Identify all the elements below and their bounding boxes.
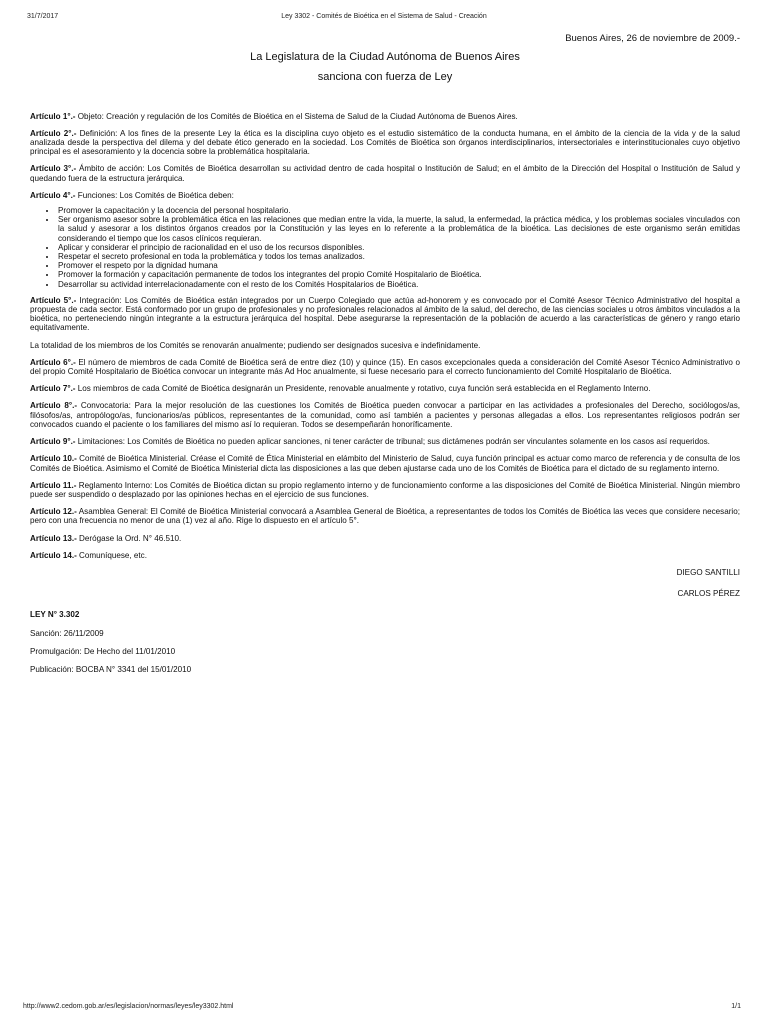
print-date: 31/7/2017 bbox=[27, 13, 59, 20]
article-14 bbox=[30, 551, 740, 560]
article-1 bbox=[30, 112, 740, 121]
article-3 bbox=[30, 164, 740, 182]
article-label: Artículo 5°.- bbox=[30, 295, 77, 305]
publication-info: Publicación: BOCBA N° 3341 del 15/01/2010 bbox=[30, 664, 192, 674]
article-label: Artículo 7°.- bbox=[30, 384, 76, 394]
signatory-name: DIEGO SANTILLI bbox=[676, 567, 740, 577]
article-4 bbox=[30, 191, 740, 200]
articles-section bbox=[30, 112, 740, 560]
article-text: Derógase la Ord. N° 46.510. bbox=[79, 533, 182, 543]
law-document bbox=[30, 34, 740, 683]
article-text: Integración: Los Comités de Bioética están integrados por un Cuerpo Colegiado que actúa ad-honorem y es convocado por el Comité Asesor Técnico Administrativo del hospital a propuesta de cada sector. Está conformado por un grupo de profesionales y no profesionales relacionados al ámbito de la salud, del derecho, de las ciencias sociales u otros ámbitos vinculados a la bioética, no perteneciendo ningún integrante a la estructura jerárquica del hospital. Debe asegurarse la representación de la población de acuerdo a las características de género y rango etario equitativamente. bbox=[30, 295, 741, 333]
article-label: Artículo 2°.- bbox=[30, 128, 77, 138]
print-header bbox=[27, 13, 741, 25]
list-item: • Promover la formación y capacitación permanente de todos los integrantes del propio Comité Hospitalario de Bioética. bbox=[57, 270, 740, 279]
print-title: Ley 3302 - Comités de Bioética en el Sistema de Salud - Creación bbox=[281, 13, 487, 20]
sanction-date: Sanción: 26/11/2009 bbox=[30, 628, 104, 638]
promulgation-date: Promulgación: De Hecho del 11/01/2010 bbox=[30, 646, 176, 656]
article-5 bbox=[30, 296, 740, 333]
article-9 bbox=[30, 437, 740, 446]
article-12 bbox=[30, 507, 740, 525]
article-text: Comuníquese, etc. bbox=[79, 550, 147, 560]
list-item: • Ser organismo asesor sobre la problemática ética en las relaciones que median entre la vida, la muerte, la salud, la enfermedad, la práctica médica, y los problemas sociales vinculados con la salud y asesorar a los distintos órganos creados por la Constitución y las leyes en lo referente a la problemática de la bioética. Las decisiones de este organismo serán emitidas considerando el tiempo que los casos clínicos requieran. bbox=[57, 215, 740, 243]
article-text: Ámbito de acción: Los Comités de Bioética desarrollan su actividad dentro de cada hospital o Institución de Salud; en el ámbito de la Dirección del Hospital o Institución de Salud y quedando fuera de la estructura jerárquica. bbox=[30, 164, 740, 183]
print-footer bbox=[23, 1003, 741, 1015]
article-label: Artículo 10.- bbox=[30, 454, 77, 464]
article-text: Objeto: Creación y regulación de los Comités de Bioética en el Sistema de Salud de la Ciudad Autónoma de Buenos Aires. bbox=[77, 111, 518, 121]
article-label: Artículo 14.- bbox=[30, 550, 77, 560]
list-item: • Desarrollar su actividad interrelacionadamente con el resto de los Comités Hospitalarios de Bioética. bbox=[57, 280, 740, 289]
article-text: Funciones: Los Comités de Bioética deben: bbox=[77, 190, 234, 200]
list-item: • Aplicar y considerar el principio de racionalidad en el uso de los recursos disponibles. bbox=[57, 243, 740, 252]
article-label: Artículo 4°.- bbox=[30, 190, 76, 200]
functions-list bbox=[30, 206, 740, 289]
page-number: 1/1 bbox=[731, 1003, 741, 1010]
city-date: Buenos Aires, 26 de noviembre de 2009.- bbox=[565, 33, 740, 44]
source-url: http://www2.cedom.gob.ar/es/legislacion/normas/leyes/ley3302.html bbox=[23, 1003, 234, 1010]
list-item: • Promover el respeto por la dignidad humana bbox=[57, 261, 740, 270]
article-8 bbox=[30, 401, 740, 429]
article-label: Artículo 11.- bbox=[30, 480, 77, 490]
law-metadata bbox=[30, 610, 740, 674]
article-text: Comité de Bioética Ministerial. Créase el Comité de Ética Ministerial en elámbito del Ministerio de Salud, cuya función principal es actuar como marco de referencia y de consulta de los Comités de Bioética. Asimismo el Comité de Bioética Ministerial dicta las disposiciones a las que deben ajustarse cada uno de los Comités de Bioética para el dictado de su reglamento interno. bbox=[30, 454, 740, 473]
article-7 bbox=[30, 384, 740, 393]
article-6 bbox=[30, 358, 740, 376]
article-label: Artículo 6°.- bbox=[30, 357, 76, 367]
article-label: Artículo 12.- bbox=[30, 507, 77, 517]
law-number: LEY N° 3.302 bbox=[30, 610, 80, 620]
article-10 bbox=[30, 454, 740, 472]
article-text: Limitaciones: Los Comités de Bioética no pueden aplicar sanciones, ni tener carácter de tribunal; sus dictámenes podrán ser vinculantes solamente en los casos así requeridos. bbox=[77, 437, 710, 447]
article-text: El número de miembros de cada Comité de Bioética será de entre diez (10) y quince (15). En casos excepcionales queda a consideración del Comité Asesor Técnico Administrativo o del propio Comité Hospitalario de Bioética convocar un integrante más Ad Hoc anualmente, si fuese necesario para el correcto funcionamiento del Comité Hospitalario de Bioética. bbox=[30, 357, 740, 377]
article-text: Reglamento Interno: Los Comités de Bioética dictan su propio reglamento interno y de funcionamiento conforme a las disposiciones del Comité de Bioética Ministerial. Ningún miembro puede ser suspendido o desplazado por las opiniones hechas en el ejercicio de sus funciones. bbox=[30, 480, 741, 499]
renewal-paragraph: La totalidad de los miembros de los Comités se renovarán anualmente; pudiendo ser designados sucesiva e indefinidamente. bbox=[30, 340, 481, 350]
article-label: Artículo 8°.- bbox=[30, 401, 78, 411]
article-text: Definición: A los fines de la presente Ley la ética es la disciplina cuyo objeto es el estudio sistemático de la conducta humana, en el ámbito de la ciencia de la vida y de la salud analizada desde la perspectiva del dilema y del debate ético generado en la sociedad. Los Comités de Bioética son órganos interdisciplinarios, intersectoriales e interinstitucionales cuyo objetivo principal es el asesoramiento y la docencia sobre la problemática hospitalaria. bbox=[30, 128, 740, 157]
signatory-name: CARLOS PÉREZ bbox=[677, 589, 740, 599]
article-text: Los miembros de cada Comité de Bioética designarán un Presidente, renovable anualmente y rotativo, cuya función será establecida en el Reglamento Interno. bbox=[77, 384, 651, 394]
signatures bbox=[30, 568, 740, 598]
article-11 bbox=[30, 481, 740, 499]
article-label: Artículo 3°.- bbox=[30, 164, 77, 174]
article-2 bbox=[30, 129, 740, 157]
list-item: • Respetar el secreto profesional en toda la problemática y todos los temas analizados. bbox=[57, 252, 740, 261]
enactment-subheading: sanciona con fuerza de Ley bbox=[317, 71, 453, 84]
article-label: Artículo 1°.- bbox=[30, 111, 76, 121]
article-text: Convocatoria: Para la mejor resolución de las cuestiones los Comités de Bioética pueden convocar a participar en las actividades a profesionales del Derecho, sociólogos/as, filósofos/as, antropólogo/as, funcionarios/as públicos, representantes de la comunidad, como así también a pacientes y personas allegadas a ellos. Los representantes religiosos podrán ser convocados cuando el paciente o los familiares del mismo así lo requieran. Todos se desempeñarán honoríficamente. bbox=[30, 401, 740, 429]
article-label: Artículo 9°.- bbox=[30, 437, 76, 447]
article-label: Artículo 13.- bbox=[30, 533, 77, 543]
list-item: • Promover la capacitación y la docencia del personal hospitalario. bbox=[57, 206, 740, 215]
article-text: Asamblea General: El Comité de Bioética Ministerial convocará a Asamblea General de Bioética, a representantes de todos los Comités de Bioética las veces que considere necesario; pero con una frecuencia no menor de una (1) vez al año. Rige lo dispuesto en el artículo 5°. bbox=[30, 507, 740, 526]
article-13 bbox=[30, 534, 740, 543]
legislature-heading: La Legislatura de la Ciudad Autónoma de Buenos Aires bbox=[250, 51, 520, 64]
